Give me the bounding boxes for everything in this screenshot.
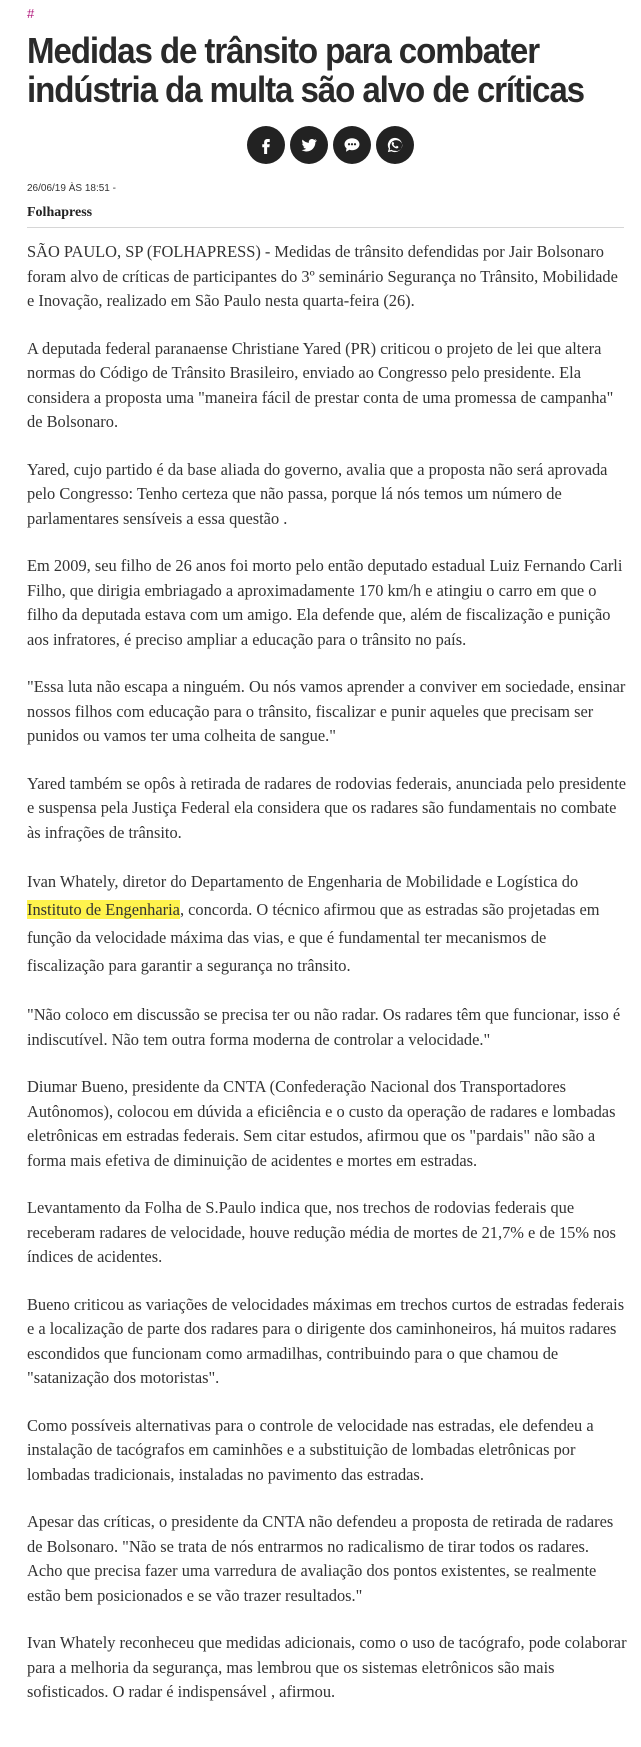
paragraph: Ivan Whately reconheceu que medidas adicionais, como o uso de tacógrafo, pode colaborar para a melhoria da segurança, mas lembrou que os sistemas eletrônicos são mais sofisticados. O radar é indispensável , afirmou. — [27, 1633, 627, 1701]
paragraph-text: , concorda. O técnico afirmou que as estradas são projetadas em função da velocidade máxima das vias, e que é fundamental ter mecanismos de fiscalização para garantir a segurança no trânsito. — [27, 900, 600, 975]
paragraph-text: Ivan Whately, diretor do Departamento de Engenharia de Mobilidade e Logística do — [27, 872, 579, 891]
paragraph: Diumar Bueno, presidente da CNTA (Confederação Nacional dos Transportadores Autônomos), colocou em dúvida a eficiência e o custo da operação de radares e lombadas eletrônicas em estradas federais. Sem citar estudos, afirmou que os "pardais" não são a forma mais efetiva de diminuição de acidentes e mortes em estradas. — [27, 1077, 616, 1170]
paragraph: SÃO PAULO, SP (FOLHAPRESS) - Medidas de trânsito defendidas por Jair Bolsonaro foram alvo de críticas de participantes do 3º seminário Segurança no Trânsito, Mobilidade e Inovação, realizado em São Paulo nesta quarta-feira (26). — [27, 242, 618, 310]
instituto-engenharia-link[interactable]: Instituto de Engenharia — [27, 900, 180, 919]
comment-icon — [343, 136, 361, 154]
facebook-share-button[interactable] — [247, 126, 285, 164]
article-headline: Medidas de trânsito para combater indústria da multa são alvo de críticas — [27, 30, 584, 110]
whatsapp-share-button[interactable] — [376, 126, 414, 164]
section-tag[interactable]: # — [27, 6, 35, 21]
paragraph: Apesar das críticas, o presidente da CNTA não defendeu a proposta de retirada de radares de Bolsonaro. "Não se trata de nós entrarmos no radicalismo de tirar todos os radares. Acho que precisa fazer uma varredura de avaliação dos pontos existentes, se realmente estão bem posicionados e se vão trazer resultados." — [27, 1512, 614, 1605]
paragraph — [27, 868, 627, 980]
paragraph: Yared, cujo partido é da base aliada do governo, avalia que a proposta não será aprovada pelo Congresso: Tenho certeza que não passa, porque lá nós temos um número de parlamentares sensíveis a essa questão . — [27, 459, 608, 528]
paragraph: Bueno criticou as variações de velocidades máximas em trechos curtos de estradas federais e a localização de parte dos radares para o dirigente dos caminhoneiros, há muitos radares escondidos que funcionam como armadilhas, contribuindo para o que chamou de "satanização dos motoristas". — [27, 1294, 625, 1387]
twitter-share-button[interactable] — [290, 126, 328, 164]
paragraph: Em 2009, seu filho de 26 anos foi morto pelo então deputado estadual Luiz Fernando Carli Filho, que dirigia embriagado a aproximadamente 170 km/h e atingiu o carro em que o filho da deputada estava com um amigo. Ela defende que, além de fiscalização e punição aos infratores, é preciso ampliar a educação para o trânsito no país. — [27, 556, 623, 649]
paragraph: A deputada federal paranaense Christiane Yared (PR) criticou o projeto de lei que altera normas do Código de Trânsito Brasileiro, enviado ao Congresso pelo presidente. Ela considera a proposta uma "maneira fácil de prestar conta de uma promessa de campanha" de Bolsonaro. — [27, 338, 614, 431]
facebook-icon — [257, 136, 275, 154]
twitter-icon — [300, 136, 318, 154]
paragraph: "Essa luta não escapa a ninguém. Ou nós vamos aprender a conviver em sociedade, ensinar nossos filhos com educação para o trânsito, fiscalizar e punir aqueles que precisam ser punidos ou vamos ter uma colheita de sangue." — [27, 677, 626, 745]
paragraph: "Não coloco em discussão se precisa ter ou não radar. Os radares têm que funcionar, isso é indiscutível. Não tem outra forma moderna de controlar a velocidade." — [27, 1005, 621, 1049]
article-body — [27, 240, 627, 1728]
article-source: Folhapress — [27, 205, 93, 220]
publish-date: 26/06/19 ÀS 18:51 - — [27, 183, 116, 194]
paragraph: Yared também se opôs à retirada de radares de rodovias federais, anunciada pelo presidente e suspensa pela Justiça Federal ela considera que os radares são fundamentais no combate às infrações de trânsito. — [27, 773, 627, 842]
whatsapp-icon — [386, 136, 404, 154]
paragraph: Levantamento da Folha de S.Paulo indica que, nos trechos de rodovias federais que receberam radares de velocidade, houve redução média de mortes de 21,7% e de 15% nos índices de acidentes. — [27, 1198, 616, 1266]
comment-share-button[interactable] — [333, 126, 371, 164]
share-bar — [247, 126, 414, 164]
divider — [27, 227, 624, 228]
paragraph: Como possíveis alternativas para o controle de velocidade nas estradas, ele defendeu a instalação de tacógrafos em caminhões e a substituição de lombadas eletrônicas por lombadas tradicionais, instaladas no pavimento das estradas. — [27, 1415, 594, 1484]
